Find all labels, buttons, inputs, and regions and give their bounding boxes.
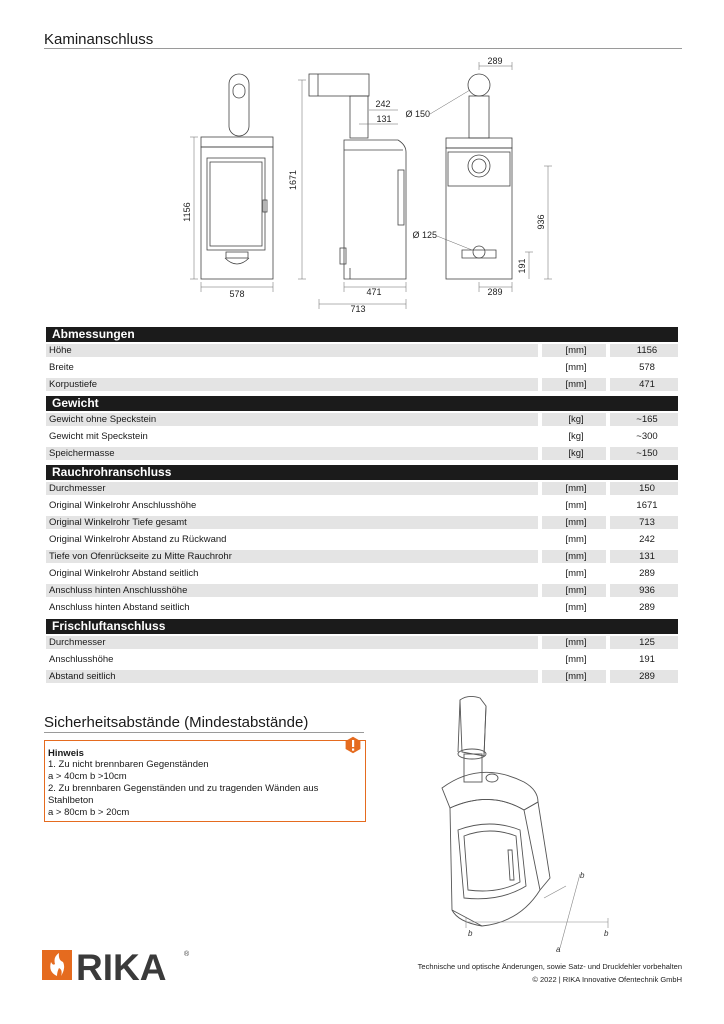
table-row <box>46 531 678 548</box>
row-value: 131 <box>639 551 655 562</box>
row-value: 150 <box>639 483 655 494</box>
row-label: Anschluss hinten Abstand seitlich <box>49 602 190 613</box>
row-value: 1671 <box>636 500 658 511</box>
row-label: Durchmesser <box>49 637 106 648</box>
svg-text:®: ® <box>184 951 190 958</box>
table-row <box>46 411 678 428</box>
table-row <box>46 599 678 616</box>
dim-289-top: 289 <box>487 56 503 66</box>
dim-150: Ø 150 <box>405 109 430 119</box>
dim-578: 578 <box>229 289 245 299</box>
table-row <box>46 428 678 445</box>
section2-rule <box>44 732 364 733</box>
table-header-frischluftanschluss: Frischluftanschluss <box>46 619 678 634</box>
row-unit: [mm] <box>565 517 587 528</box>
label-b-left: b <box>468 929 473 938</box>
row-label: Gewicht mit Speckstein <box>49 431 148 442</box>
hinweis-line: Stahlbeton <box>48 795 94 806</box>
footer-disclaimer: Technische und optische Änderungen, sowie Satz- und Druckfehler vorbehalten <box>417 962 682 971</box>
rika-logo-text: RIKA <box>76 948 167 984</box>
row-label: Breite <box>49 362 74 373</box>
row-value: 289 <box>639 671 655 682</box>
hinweis-box <box>44 740 366 822</box>
hinweis-line: a > 40cm b >10cm <box>48 771 127 782</box>
label-a: a <box>556 945 561 952</box>
row-label: Abstand seitlich <box>49 671 116 682</box>
row-unit: [mm] <box>565 551 587 562</box>
row-label: Original Winkelrohr Tiefe gesamt <box>49 517 187 528</box>
row-label: Korpustiefe <box>49 379 98 390</box>
table-row <box>46 480 678 497</box>
hinweis-line: 1. Zu nicht brennbaren Gegenständen <box>48 759 209 770</box>
row-value: ~165 <box>636 414 658 425</box>
row-value: 471 <box>639 379 655 390</box>
exclamation-icon <box>344 736 362 754</box>
table-row <box>46 445 678 462</box>
title-rule <box>44 48 682 49</box>
table-row <box>46 342 678 359</box>
table-row <box>46 514 678 531</box>
rika-logo <box>76 948 194 984</box>
row-value: 936 <box>639 585 655 596</box>
row-label: Durchmesser <box>49 483 106 494</box>
row-label: Gewicht ohne Speckstein <box>49 414 157 425</box>
dim-1671: 1671 <box>288 169 298 191</box>
flame-icon <box>42 948 72 982</box>
row-value: 578 <box>639 362 655 373</box>
table-row <box>46 376 678 393</box>
technical-drawings <box>170 52 590 320</box>
row-unit: [mm] <box>565 602 587 613</box>
table-header-abmessungen: Abmessungen <box>46 327 678 342</box>
row-unit: [mm] <box>565 534 587 545</box>
dim-471: 471 <box>366 287 382 297</box>
row-value: ~300 <box>636 431 658 442</box>
table-header-rauchrohranschluss: Rauchrohranschluss <box>46 465 678 480</box>
row-unit: [mm] <box>565 379 587 390</box>
row-value: ~150 <box>636 448 658 459</box>
row-unit: [mm] <box>565 568 587 579</box>
dim-191: 191 <box>517 258 527 274</box>
table-row <box>46 497 678 514</box>
row-label: Anschlusshöhe <box>49 654 114 665</box>
hinweis-title: Hinweis <box>48 748 84 759</box>
row-unit: [mm] <box>565 500 587 511</box>
row-unit: [mm] <box>565 671 587 682</box>
table-row <box>46 582 678 599</box>
row-value: 125 <box>639 637 655 648</box>
row-value: 191 <box>639 654 655 665</box>
dim-713: 713 <box>350 304 366 314</box>
section-title-kaminanschluss: Kaminanschluss <box>44 31 154 48</box>
row-value: 289 <box>639 568 655 579</box>
row-label: Anschluss hinten Anschlusshöhe <box>49 585 188 596</box>
footer-copyright: © 2022 | RIKA Innovative Ofentechnik GmbH <box>532 975 682 984</box>
row-value: 289 <box>639 602 655 613</box>
row-value: 242 <box>639 534 655 545</box>
dim-125: Ø 125 <box>412 230 437 240</box>
dim-1156: 1156 <box>182 202 192 222</box>
row-value: 1156 <box>636 345 658 356</box>
row-label: Original Winkelrohr Anschlusshöhe <box>49 500 197 511</box>
row-label: Speichermasse <box>49 448 115 459</box>
hinweis-line: 2. Zu brennbaren Gegenständen und zu tragenden Wänden aus <box>48 783 319 794</box>
row-unit: [mm] <box>565 483 587 494</box>
row-label: Höhe <box>49 345 72 356</box>
table-row <box>46 359 678 376</box>
table-header-gewicht: Gewicht <box>46 396 678 411</box>
row-label: Original Winkelrohr Abstand seitlich <box>49 568 199 579</box>
spec-tables <box>46 324 678 685</box>
row-unit: [kg] <box>568 414 584 425</box>
row-unit: [mm] <box>565 637 587 648</box>
table-row <box>46 668 678 685</box>
perspective-stove-drawing <box>420 690 620 952</box>
row-unit: [mm] <box>565 362 587 373</box>
dim-936: 936 <box>536 214 546 230</box>
label-b-right: b <box>604 929 609 938</box>
table-row <box>46 565 678 582</box>
row-value: 713 <box>639 517 655 528</box>
dim-131: 131 <box>376 114 392 124</box>
label-b-top: b <box>580 871 585 880</box>
dim-242: 242 <box>375 99 391 109</box>
table-row <box>46 634 678 651</box>
row-unit: [mm] <box>565 345 587 356</box>
row-label: Original Winkelrohr Abstand zu Rückwand <box>49 534 227 545</box>
row-unit: [kg] <box>568 448 584 459</box>
hinweis-line: a > 80cm b > 20cm <box>48 807 130 818</box>
section-title-sicherheitsabstaende: Sicherheitsabstände (Mindestabstände) <box>44 714 309 731</box>
row-unit: [mm] <box>565 585 587 596</box>
table-row <box>46 651 678 668</box>
row-unit: [mm] <box>565 654 587 665</box>
dim-289-bottom: 289 <box>487 287 503 297</box>
table-row <box>46 548 678 565</box>
row-unit: [kg] <box>568 431 584 442</box>
row-label: Tiefe von Ofenrückseite zu Mitte Rauchrohr <box>49 551 232 562</box>
